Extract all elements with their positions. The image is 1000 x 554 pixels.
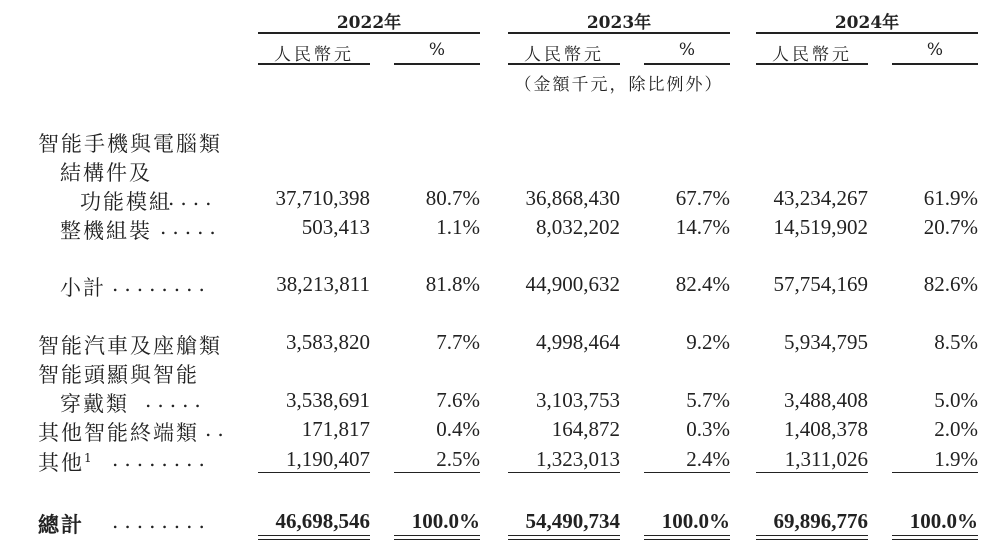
percent-cell: 2.0% [934, 417, 978, 441]
percent-cell: 2.5% [436, 447, 480, 471]
total-percent-cell: 100.0% [411, 509, 480, 533]
row-label: 穿戴類 [60, 392, 129, 416]
double-rule [892, 535, 978, 536]
value-cell: 3,488,408 [784, 388, 868, 412]
currency-header-2023: 人民幣元 [524, 45, 604, 65]
value-cell: 14,519,902 [773, 215, 868, 239]
total-percent-cell: 100.0% [909, 509, 978, 533]
value-cell: 8,032,202 [536, 215, 620, 239]
percent-cell: 80.7% [425, 186, 480, 210]
total-label: 總計 [38, 512, 84, 537]
percent-cell: 5.7% [686, 388, 730, 412]
leader-dots: ..... [160, 215, 222, 239]
footnote-marker: 1 [84, 451, 94, 465]
year-2023: 2023年 [586, 13, 652, 33]
percent-cell: 7.6% [436, 388, 480, 412]
currency-header-2022: 人民幣元 [274, 45, 354, 65]
percent-cell: 5.0% [934, 388, 978, 412]
percent-cell: 9.2% [686, 330, 730, 354]
sum-rule [756, 472, 868, 473]
percent-cell: 61.9% [923, 186, 978, 210]
value-cell: 3,103,753 [536, 388, 620, 412]
year-2022: 2022年 [336, 13, 402, 33]
row-label: 其他智能終端類 [38, 421, 199, 445]
col-rule [508, 63, 620, 65]
row-label: 結構件及 [60, 161, 152, 185]
value-cell: 38,213,811 [276, 272, 370, 296]
percent-cell: 67.7% [675, 186, 730, 210]
year-2024: 2024年 [834, 13, 900, 33]
double-rule [258, 539, 370, 540]
value-cell: 1,190,407 [286, 447, 370, 471]
double-rule [394, 539, 480, 540]
col-rule [756, 63, 868, 65]
percent-header-2022: % [428, 40, 446, 60]
double-rule [508, 539, 620, 540]
leader-dots: ........ [112, 509, 211, 533]
total-value-cell: 54,490,734 [525, 509, 620, 533]
percent-cell: 81.8% [425, 272, 480, 296]
sum-rule [644, 472, 730, 473]
percent-cell: 1.1% [436, 215, 480, 239]
value-cell: 164,872 [551, 417, 620, 441]
value-cell: 171,817 [301, 417, 370, 441]
col-rule [258, 63, 370, 65]
value-cell: 1,323,013 [536, 447, 620, 471]
percent-cell: 82.6% [923, 272, 978, 296]
row-label: 智能手機與電腦類 [38, 132, 222, 156]
percent-cell: 82.4% [675, 272, 730, 296]
double-rule [756, 535, 868, 536]
percent-cell: 0.4% [436, 417, 480, 441]
leader-dots: .... [168, 186, 218, 210]
unit-note: （金額千元，除比例外） [514, 75, 724, 95]
currency-header-2024: 人民幣元 [772, 45, 852, 65]
percent-cell: 0.3% [686, 417, 730, 441]
leader-dots: ..... [145, 388, 207, 412]
value-cell: 3,583,820 [286, 330, 370, 354]
percent-cell: 20.7% [923, 215, 978, 239]
total-value-cell: 69,896,776 [773, 509, 868, 533]
value-cell: 36,868,430 [525, 186, 620, 210]
row-label: 智能汽車及座艙類 [38, 334, 222, 358]
col-rule [892, 63, 978, 65]
year-rule-2022 [258, 32, 480, 34]
double-rule [892, 539, 978, 540]
year-rule-2023 [508, 32, 730, 34]
sum-rule [258, 472, 370, 473]
value-cell: 1,311,026 [784, 447, 868, 471]
value-cell: 3,538,691 [286, 388, 370, 412]
leader-dots: .. [205, 417, 230, 441]
percent-cell: 1.9% [934, 447, 978, 471]
total-percent-cell: 100.0% [661, 509, 730, 533]
total-value-cell: 46,698,546 [275, 509, 370, 533]
sum-rule [892, 472, 978, 473]
double-rule [508, 535, 620, 536]
percent-cell: 8.5% [934, 330, 978, 354]
value-cell: 1,408,378 [784, 417, 868, 441]
double-rule [644, 535, 730, 536]
leader-dots: ........ [112, 272, 211, 296]
percent-cell: 2.4% [686, 447, 730, 471]
value-cell: 4,998,464 [536, 330, 620, 354]
value-cell: 5,934,795 [784, 330, 868, 354]
value-cell: 44,900,632 [525, 272, 620, 296]
value-cell: 43,234,267 [773, 186, 868, 210]
leader-dots: ........ [112, 447, 211, 471]
percent-cell: 14.7% [675, 215, 730, 239]
col-rule [394, 63, 480, 65]
value-cell: 57,754,169 [773, 272, 868, 296]
row-label [38, 447, 94, 477]
row-label-text: 其他 [38, 451, 84, 475]
value-cell: 503,413 [301, 215, 370, 239]
double-rule [644, 539, 730, 540]
percent-header-2024: % [926, 40, 944, 60]
row-label: 功能模組 [80, 190, 172, 214]
year-rule-2024 [756, 32, 978, 34]
row-label: 整機組裝 [60, 219, 152, 243]
sum-rule [394, 472, 480, 473]
percent-cell: 7.7% [436, 330, 480, 354]
double-rule [756, 539, 868, 540]
value-cell: 37,710,398 [275, 186, 370, 210]
double-rule [394, 535, 480, 536]
percent-header-2023: % [678, 40, 696, 60]
sum-rule [508, 472, 620, 473]
col-rule [644, 63, 730, 65]
row-label: 智能頭顯與智能 [38, 363, 199, 387]
row-label: 小計 [60, 276, 106, 300]
double-rule [258, 535, 370, 536]
